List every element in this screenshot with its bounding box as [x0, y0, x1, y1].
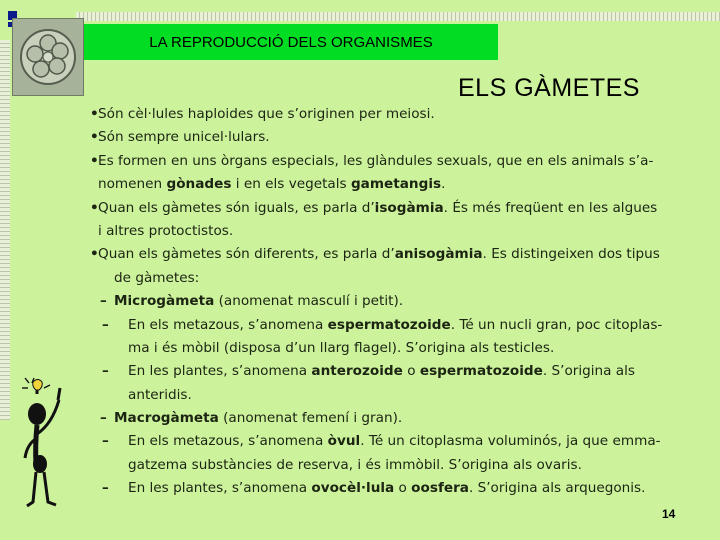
- line-text: .: [441, 176, 446, 193]
- dash-marker: –: [100, 293, 107, 310]
- bullet-line: [88, 243, 658, 266]
- line-text: Són sempre unicel·lulars.: [98, 129, 270, 146]
- bullet-marker: •: [90, 129, 99, 146]
- bullet-marker: •: [90, 246, 99, 263]
- key-term: oosfera: [411, 480, 469, 497]
- line-text: (anomenat femení i gran).: [218, 410, 403, 427]
- bullet-line: [88, 337, 658, 360]
- key-term: isogàmia: [374, 199, 444, 216]
- bullet-line: [88, 150, 658, 173]
- bullet-line: [88, 430, 661, 453]
- bullet-line: [88, 126, 658, 149]
- line-text: Són cèl·lules haploides que s’originen per meiosi.: [98, 106, 435, 122]
- bullet-line: [88, 384, 658, 407]
- line-text: En els metazous, s’anomena: [128, 316, 328, 333]
- bullet-line: [88, 290, 658, 313]
- line-text: nomenen: [98, 176, 167, 193]
- dash-marker: –: [102, 316, 109, 333]
- line-text: . S’origina als arquegonis.: [468, 480, 646, 497]
- key-term: gametangis: [350, 176, 442, 193]
- line-text: gatzema substàncies de reserva, i és immòbil. S’origina als ovaris.: [128, 456, 582, 473]
- bullet-list: [88, 103, 663, 501]
- key-term: anterozoide: [311, 363, 403, 380]
- line-text: En les plantes, s’anomena: [128, 480, 312, 497]
- line-text: Quan els gàmetes són iguals, es parla d’: [98, 199, 375, 216]
- line-text: de gàmetes:: [114, 269, 200, 286]
- bullet-marker: •: [90, 199, 99, 216]
- dash-marker: –: [102, 480, 109, 497]
- bullet-line: [88, 220, 658, 243]
- dash-marker: –: [100, 410, 107, 427]
- bullet-line: [88, 103, 658, 126]
- slide-title: ELS GÀMETES: [458, 74, 640, 102]
- top-decorative-rule: [76, 12, 720, 21]
- dash-marker: –: [102, 433, 109, 450]
- line-text: En els metazous, s’anomena: [128, 433, 328, 450]
- key-term: òvul: [327, 433, 361, 450]
- key-term: Microgàmeta: [114, 293, 215, 310]
- key-term: Macrogàmeta: [114, 410, 219, 427]
- bullet-marker: •: [90, 106, 99, 122]
- left-decorative-rule: [0, 40, 10, 420]
- line-text: Es formen en uns òrgans especials, les glàndules sexuals, que en els animals s’a-: [98, 152, 654, 169]
- bullet-line: [88, 454, 658, 477]
- key-term: espermatozoide: [419, 363, 543, 380]
- header-banner: [84, 24, 498, 60]
- dash-marker: –: [102, 363, 109, 380]
- line-text: anteridis.: [128, 386, 192, 403]
- line-text: . Té un nucli gran, poc citoplas-: [450, 316, 663, 333]
- line-text: ma i és mòbil (disposa d’un llarg flagel). S’origina als testicles.: [128, 339, 555, 356]
- line-text: . Té un citoplasma voluminós, ja que emma-: [360, 433, 661, 450]
- key-term: espermatozoide: [327, 316, 451, 333]
- line-text: . Es distingeixen dos tipus: [482, 246, 660, 263]
- line-text: Quan els gàmetes són diferents, es parla d’: [98, 246, 395, 263]
- line-text: o: [402, 363, 420, 380]
- line-text: i altres protoctistos.: [98, 222, 234, 239]
- line-text: i en els vegetals: [231, 176, 351, 193]
- key-term: anisogàmia: [394, 246, 483, 263]
- cell-division-photo: [12, 18, 84, 96]
- bullet-line: [88, 267, 658, 290]
- bullet-line: [88, 407, 658, 430]
- line-text: En les plantes, s’anomena: [128, 363, 312, 380]
- bullet-line: [88, 314, 663, 337]
- line-text: (anomenat masculí i petit).: [214, 293, 404, 310]
- key-term: ovocèl·lula: [311, 480, 395, 497]
- bullet-line: [88, 197, 658, 220]
- bullet-line: [88, 360, 658, 383]
- bullet-marker: •: [90, 152, 99, 169]
- line-text: . És més freqüent en les algues: [443, 199, 658, 216]
- thinking-figure-icon: [20, 372, 80, 522]
- bullet-line: [88, 477, 658, 500]
- page-number: 14: [662, 507, 676, 521]
- bullet-line: [88, 173, 658, 196]
- line-text: . S’origina als: [542, 363, 635, 380]
- line-text: o: [394, 480, 412, 497]
- key-term: gònades: [166, 176, 232, 193]
- header-title: LA REPRODUCCIÓ DELS ORGANISMES: [149, 33, 433, 51]
